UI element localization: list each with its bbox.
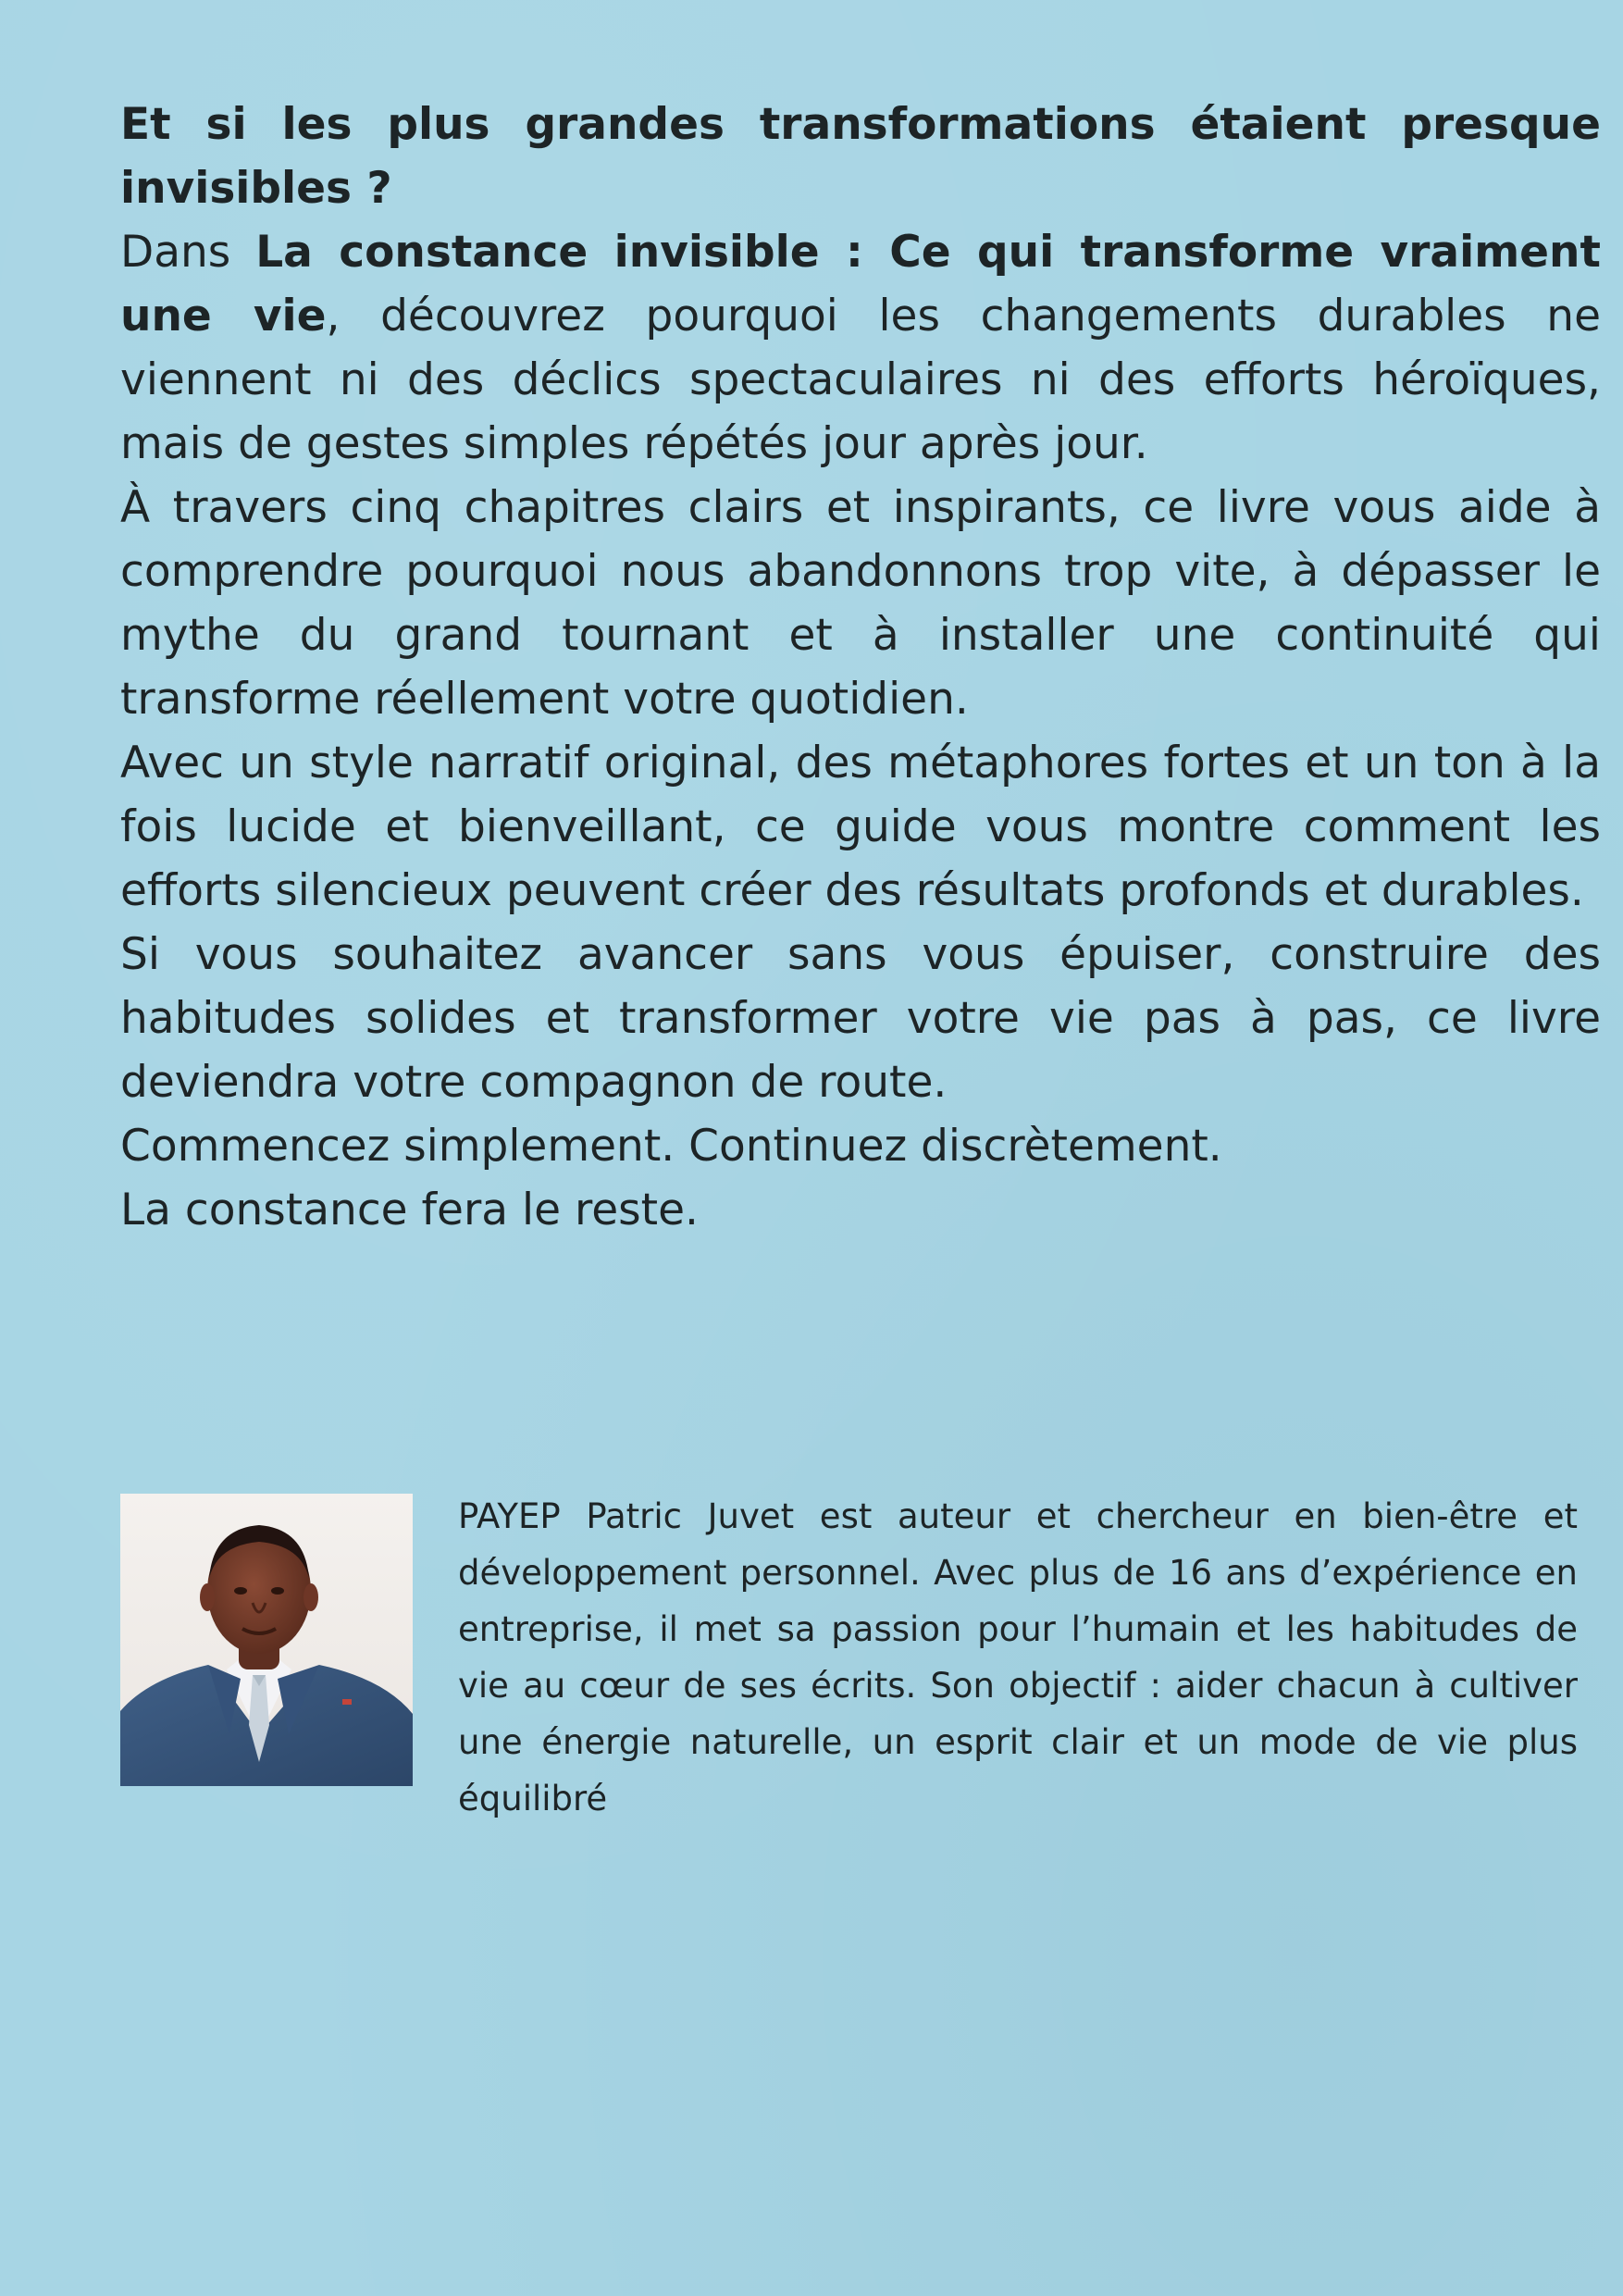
blurb-line-end: La constance fera le reste. <box>120 1185 699 1235</box>
blurb-paragraph-habits: Si vous souhaitez avancer sans vous épuiser, construire des habitudes solides et transformer votre vie pas à pas, ce livre deviendra votre compagnon de route. <box>120 929 1601 1108</box>
author-bio: PAYEP Patric Juvet est auteur et chercheur en bien-être et développement personnel. Avec plus de 16 ans d’expérience en entreprise, il met sa passion pour l’humain et les habitudes de vie au cœur de ses écrits. Son objectif : aider chacun à cultiver une énergie naturelle, un esprit clair et un mode de vie plus équilibré <box>458 1496 1578 1818</box>
blurb-paragraph-intro: Dans La constance invisible : Ce qui transforme vraiment une vie, découvrez pourquoi les changements durables ne viennent ni des déclics spectaculaires ni des efforts héroïques, mais de gestes simples répétés jour après jour. <box>120 227 1601 469</box>
author-portrait-image <box>120 1494 413 1786</box>
blurb-paragraph-style: Avec un style narratif original, des métaphores fortes et un ton à la fois lucide et bienveillant, ce guide vous montre comment les efforts silencieux peuvent créer des résultats profonds et durables. <box>120 738 1601 916</box>
blurb-line-start: Commencez simplement. Continuez discrètement. <box>120 1121 1222 1172</box>
book-blurb <box>120 93 1601 1242</box>
author-photo <box>120 1494 413 1786</box>
blurb-heading: Et si les plus grandes transformations étaient presque invisibles ? <box>120 99 1601 214</box>
blurb-paragraph-chapters: À travers cinq chapitres clairs et inspirants, ce livre vous aide à comprendre pourquoi nous abandonnons trop vite, à dépasser le mythe du grand tournant et à installer une continuité qui transforme réellement votre quotidien. <box>120 482 1601 725</box>
book-title: La constance invisible : Ce qui transforme vraiment une vie <box>120 227 1601 341</box>
